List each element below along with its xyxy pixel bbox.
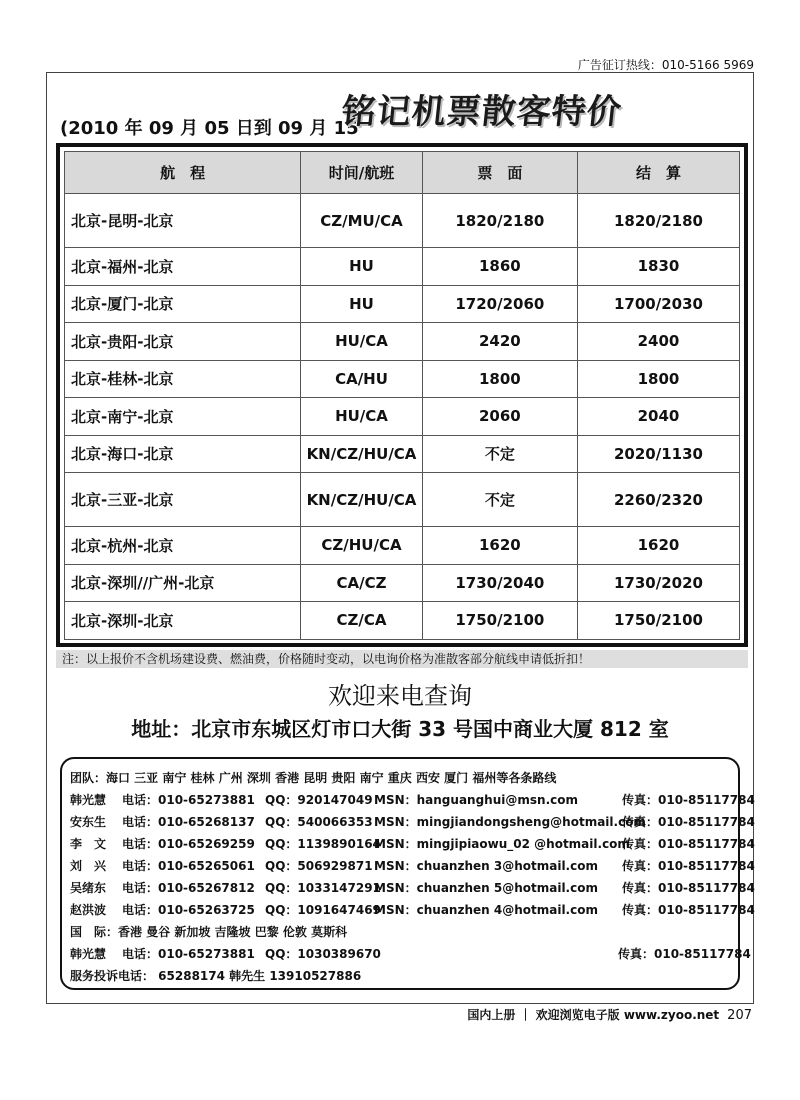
face-price-cell: 1860 [422,248,577,286]
flight-cell: HU/CA [301,323,423,361]
contact-msn: MSN：mingjipiaowu_02 @hotmail.com [374,837,630,851]
contact-phone: 电话：010-65267812 [122,881,255,895]
settlement-cell: 2020/1130 [578,435,740,473]
flight-cell: HU [301,285,423,323]
settlement-cell: 1620 [578,527,740,565]
header-settlement: 结 算 [578,152,740,194]
contact-row [70,877,755,899]
table-row [65,473,740,527]
route-cell: 北京-南宁-北京 [65,398,301,436]
contact-msn: MSN：chuanzhen 5@hotmail.com [374,881,598,895]
face-price-cell: 1620 [422,527,577,565]
face-price-cell: 不定 [422,435,577,473]
settlement-cell: 1730/2020 [578,564,740,602]
route-cell: 北京-贵阳-北京 [65,323,301,361]
page-footer [0,1006,752,1023]
header-route: 航 程 [65,152,301,194]
face-price-cell: 1720/2060 [422,285,577,323]
contact-name: 李 文 [70,837,107,851]
contact-phone: 电话：010-65268137 [122,815,255,829]
route-cell: 北京-桂林-北京 [65,360,301,398]
settlement-cell: 1750/2100 [578,602,740,640]
contact-row [70,943,751,965]
settlement-cell: 2260/2320 [578,473,740,527]
contact-qq: QQ：920147049 [265,793,373,807]
contact-name: 吴绪东 [70,881,107,895]
office-address: 地址：北京市东城区灯市口大街 33 号国中商业大厦 812 室 [131,717,669,741]
face-price-cell: 1750/2100 [422,602,577,640]
contact-phone: 电话：010-65273881 [122,947,255,961]
page-number: 207 [727,1008,752,1023]
contact-qq: QQ：1091647469 [265,903,381,917]
flight-cell: CZ/CA [301,602,423,640]
settlement-cell: 1800 [578,360,740,398]
contact-msn: MSN：mingjiandongsheng@hotmail.com [374,815,646,829]
route-cell: 北京-深圳-北京 [65,602,301,640]
route-cell: 北京-深圳//广州-北京 [65,564,301,602]
complaint-line: 服务投诉电话： 65288174 韩先生 13910527886 [70,969,362,983]
table-row [65,564,740,602]
table-row [65,285,740,323]
contact-fax: 传真：010-85117784 [622,903,755,917]
contact-qq: QQ：1033147291 [265,881,381,895]
contact-name: 韩光慧 [70,793,107,807]
contact-msn: MSN：chuanzhen 3@hotmail.com [374,859,598,873]
ad-hotline: 广告征订热线：010-5166 5969 [577,58,754,72]
face-price-cell: 2420 [422,323,577,361]
flight-cell: CZ/MU/CA [301,194,423,248]
contact-name: 韩光慧 [70,947,107,961]
contact-fax: 传真：010-85117784 [622,859,755,873]
face-price-cell: 不定 [422,473,577,527]
contact-row [70,789,755,811]
contact-phone: 电话：010-65273881 [122,793,255,807]
flight-cell: KN/CZ/HU/CA [301,435,423,473]
contact-row [70,811,755,833]
fare-table-container [56,143,748,647]
contact-phone: 电话：010-65263725 [122,903,255,917]
settlement-cell: 1830 [578,248,740,286]
route-cell: 北京-海口-北京 [65,435,301,473]
contact-qq: QQ：1139890164 [265,837,381,851]
fare-table-header-row [65,152,740,194]
face-price-cell: 1820/2180 [422,194,577,248]
page-headline: 铭记机票散客特价 [339,92,624,132]
route-cell: 北京-杭州-北京 [65,527,301,565]
international-routes-line: 国 际：香港 曼谷 新加坡 吉隆坡 巴黎 伦敦 莫斯科 [70,925,348,939]
table-row [65,323,740,361]
contact-name: 安东生 [70,815,107,829]
contact-row [70,855,755,877]
flight-cell: HU/CA [301,398,423,436]
settlement-cell: 2400 [578,323,740,361]
table-row [65,194,740,248]
contact-fax: 传真：010-85117784 [622,881,755,895]
contact-box [60,757,755,990]
contact-name: 赵洪波 [70,903,107,917]
price-note: 注：以上报价不含机场建设费、燃油费，价格随时变动，以电询价格为准散客部分航线申请低折扣！ [56,650,748,668]
date-range-subtitle: (2010 年 09 月 05 日到 09 月 15 [60,118,359,139]
face-price-cell: 2060 [422,398,577,436]
header-flight: 时间/航班 [301,152,423,194]
contact-phone: 电话：010-65265061 [122,859,255,873]
contact-phone: 电话：010-65269259 [122,837,255,851]
contact-row [70,833,755,855]
table-row [65,360,740,398]
settlement-cell: 1820/2180 [578,194,740,248]
route-cell: 北京-厦门-北京 [65,285,301,323]
table-row [65,602,740,640]
header-face-price: 票 面 [422,152,577,194]
route-cell: 北京-三亚-北京 [65,473,301,527]
table-row [65,248,740,286]
flight-cell: CA/HU [301,360,423,398]
flight-cell: KN/CZ/HU/CA [301,473,423,527]
footer-text: 国内上册 ｜ 欢迎浏览电子版 www.zyoo.net [467,1008,720,1022]
contact-row [70,899,755,921]
face-price-cell: 1800 [422,360,577,398]
face-price-cell: 1730/2040 [422,564,577,602]
contact-msn: MSN：chuanzhen 4@hotmail.com [374,903,598,917]
contact-fax: 传真：010-85117784 [618,947,751,961]
contact-qq: QQ：1030389670 [265,947,381,961]
welcome-heading: 欢迎来电查询 [328,682,472,710]
contact-qq: QQ：506929871 [265,859,373,873]
group-routes-line: 团队：海口 三亚 南宁 桂林 广州 深圳 香港 昆明 贵阳 南宁 重庆 西安 厦门 福州等各条路线 [70,771,557,785]
settlement-cell: 1700/2030 [578,285,740,323]
route-cell: 北京-昆明-北京 [65,194,301,248]
flight-cell: CA/CZ [301,564,423,602]
table-row [65,398,740,436]
table-row [65,527,740,565]
contact-msn: MSN：hanguanghui@msn.com [374,793,578,807]
contact-name: 刘 兴 [70,859,107,873]
contact-fax: 传真：010-85117784 [622,815,755,829]
settlement-cell: 2040 [578,398,740,436]
contact-fax: 传真：010-85117784 [622,793,755,807]
fare-table [64,151,740,640]
contact-qq: QQ：540066353 [265,815,373,829]
table-row [65,435,740,473]
flight-cell: CZ/HU/CA [301,527,423,565]
route-cell: 北京-福州-北京 [65,248,301,286]
contact-fax: 传真：010-85117784 [622,837,755,851]
flight-cell: HU [301,248,423,286]
